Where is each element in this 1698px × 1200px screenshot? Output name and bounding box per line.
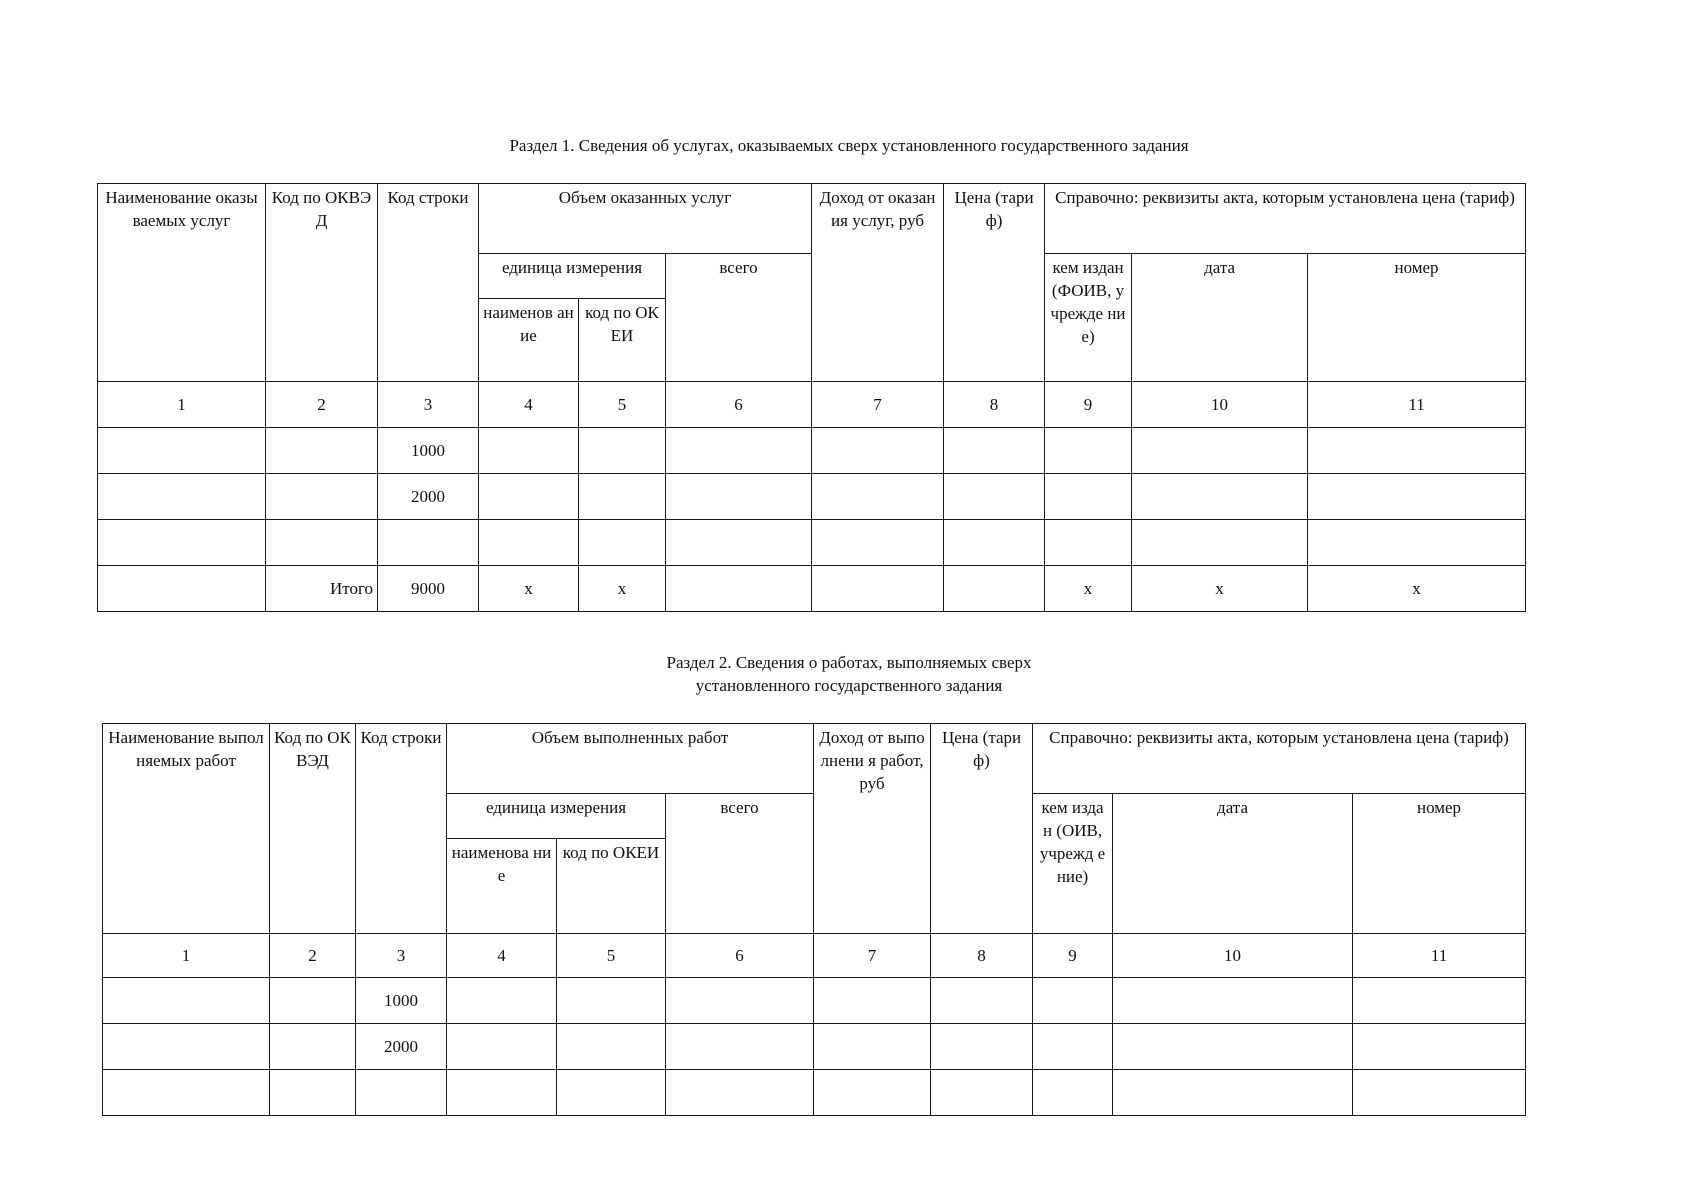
cell: x bbox=[579, 566, 666, 612]
cell bbox=[666, 1024, 814, 1070]
cell: x bbox=[479, 566, 579, 612]
cell: 2000 bbox=[356, 1024, 447, 1070]
total-label: Итого bbox=[266, 566, 378, 612]
cell: x bbox=[1132, 566, 1308, 612]
cell bbox=[479, 520, 579, 566]
cell bbox=[812, 474, 944, 520]
header-total: всего bbox=[666, 794, 814, 934]
cell bbox=[270, 1024, 356, 1070]
cell bbox=[98, 566, 266, 612]
header-price: Цена (тариф) bbox=[931, 724, 1033, 934]
cell bbox=[557, 978, 666, 1024]
header-number: номер bbox=[1308, 254, 1526, 382]
cell bbox=[447, 1024, 557, 1070]
header-work-name: Наименование выполняемых работ bbox=[103, 724, 270, 934]
column-number: 10 bbox=[1113, 934, 1353, 978]
cell bbox=[1132, 428, 1308, 474]
cell bbox=[1113, 1024, 1353, 1070]
cell bbox=[931, 1070, 1033, 1116]
header-total: всего bbox=[666, 254, 812, 382]
cell bbox=[479, 428, 579, 474]
header-issued-by: кем издан (ФОИВ, учрежде ние) bbox=[1045, 254, 1132, 382]
cell bbox=[931, 1024, 1033, 1070]
cell bbox=[1132, 520, 1308, 566]
cell bbox=[98, 520, 266, 566]
column-number: 11 bbox=[1308, 382, 1526, 428]
header-okved: Код по ОКВЭД bbox=[270, 724, 356, 934]
cell: x bbox=[1045, 566, 1132, 612]
table-row bbox=[103, 978, 1526, 1024]
column-number: 5 bbox=[579, 382, 666, 428]
header-service-name: Наименование оказываемых услуг bbox=[98, 184, 266, 382]
column-number: 7 bbox=[812, 382, 944, 428]
cell bbox=[666, 1070, 814, 1116]
column-number: 6 bbox=[666, 934, 814, 978]
column-number: 9 bbox=[1033, 934, 1113, 978]
section2-title-line2: установленного государственного задания bbox=[695, 676, 1003, 695]
cell: 9000 bbox=[378, 566, 479, 612]
section1-title: Раздел 1. Сведения об услугах, оказываемых сверх установленного государственного задания bbox=[509, 136, 1189, 155]
cell bbox=[266, 520, 378, 566]
column-number: 3 bbox=[378, 382, 479, 428]
header-unit-okei: код по ОКЕИ bbox=[557, 839, 666, 934]
cell bbox=[666, 428, 812, 474]
column-number: 8 bbox=[944, 382, 1045, 428]
cell bbox=[1033, 1070, 1113, 1116]
column-number: 11 bbox=[1353, 934, 1526, 978]
header-number: номер bbox=[1353, 794, 1526, 934]
header-date: дата bbox=[1113, 794, 1353, 934]
cell bbox=[1308, 474, 1526, 520]
header-income: Доход от оказания услуг, руб bbox=[812, 184, 944, 382]
header-reference: Справочно: реквизиты акта, которым установлена цена (тариф) bbox=[1033, 724, 1526, 794]
column-number: 8 bbox=[931, 934, 1033, 978]
cell bbox=[579, 520, 666, 566]
header-unit-name: наименова ние bbox=[447, 839, 557, 934]
cell bbox=[1353, 978, 1526, 1024]
cell bbox=[1045, 520, 1132, 566]
table-row bbox=[98, 520, 1526, 566]
column-number: 5 bbox=[557, 934, 666, 978]
cell bbox=[579, 474, 666, 520]
cell bbox=[557, 1024, 666, 1070]
cell bbox=[447, 978, 557, 1024]
cell bbox=[103, 1024, 270, 1070]
header-income: Доход от выполнени я работ, руб bbox=[814, 724, 931, 934]
cell bbox=[814, 1070, 931, 1116]
cell bbox=[814, 978, 931, 1024]
table-row bbox=[98, 474, 1526, 520]
column-number: 1 bbox=[103, 934, 270, 978]
cell bbox=[666, 474, 812, 520]
cell bbox=[814, 1024, 931, 1070]
cell bbox=[1132, 474, 1308, 520]
cell bbox=[1113, 978, 1353, 1024]
header-issued-by: кем издан (ОИВ, учрежд ение) bbox=[1033, 794, 1113, 934]
cell bbox=[931, 978, 1033, 1024]
section1-table bbox=[97, 183, 1526, 612]
cell bbox=[447, 1070, 557, 1116]
header-unit-name: наименов ание bbox=[479, 299, 579, 382]
cell bbox=[812, 428, 944, 474]
column-number: 6 bbox=[666, 382, 812, 428]
cell bbox=[1308, 520, 1526, 566]
cell bbox=[356, 1070, 447, 1116]
cell bbox=[944, 428, 1045, 474]
cell bbox=[666, 566, 812, 612]
cell bbox=[270, 978, 356, 1024]
cell bbox=[944, 474, 1045, 520]
section2-title-line1: Раздел 2. Сведения о работах, выполняемых сверх bbox=[666, 653, 1032, 672]
cell bbox=[103, 1070, 270, 1116]
header-row-code: Код строки bbox=[378, 184, 479, 382]
cell bbox=[98, 474, 266, 520]
cell bbox=[1045, 474, 1132, 520]
section2-title bbox=[0, 651, 1698, 697]
header-unit-okei: код по ОКЕИ bbox=[579, 299, 666, 382]
cell bbox=[1033, 1024, 1113, 1070]
cell: x bbox=[1308, 566, 1526, 612]
cell bbox=[378, 520, 479, 566]
cell bbox=[1113, 1070, 1353, 1116]
cell bbox=[666, 520, 812, 566]
cell bbox=[557, 1070, 666, 1116]
cell bbox=[812, 566, 944, 612]
header-unit: единица измерения bbox=[447, 794, 666, 839]
cell bbox=[1353, 1070, 1526, 1116]
cell bbox=[266, 474, 378, 520]
column-number: 4 bbox=[479, 382, 579, 428]
column-number: 7 bbox=[814, 934, 931, 978]
cell: 2000 bbox=[378, 474, 479, 520]
cell bbox=[944, 520, 1045, 566]
column-number: 3 bbox=[356, 934, 447, 978]
cell bbox=[1353, 1024, 1526, 1070]
cell bbox=[479, 474, 579, 520]
column-number: 4 bbox=[447, 934, 557, 978]
cell bbox=[579, 428, 666, 474]
table-row bbox=[103, 1024, 1526, 1070]
column-number: 10 bbox=[1132, 382, 1308, 428]
table-row bbox=[103, 1070, 1526, 1116]
cell bbox=[666, 978, 814, 1024]
header-price: Цена (тариф) bbox=[944, 184, 1045, 382]
header-volume: Объем выполненных работ bbox=[447, 724, 814, 794]
section2-table bbox=[102, 723, 1526, 1116]
cell bbox=[1308, 428, 1526, 474]
cell bbox=[98, 428, 266, 474]
cell bbox=[812, 520, 944, 566]
cell bbox=[1045, 428, 1132, 474]
header-reference: Справочно: реквизиты акта, которым установлена цена (тариф) bbox=[1045, 184, 1526, 254]
header-okved: Код по ОКВЭД bbox=[266, 184, 378, 382]
header-date: дата bbox=[1132, 254, 1308, 382]
column-number: 1 bbox=[98, 382, 266, 428]
total-row bbox=[98, 566, 1526, 612]
column-number: 9 bbox=[1045, 382, 1132, 428]
cell bbox=[270, 1070, 356, 1116]
header-row-code: Код строки bbox=[356, 724, 447, 934]
column-number: 2 bbox=[266, 382, 378, 428]
header-unit: единица измерения bbox=[479, 254, 666, 299]
cell bbox=[103, 978, 270, 1024]
cell bbox=[266, 428, 378, 474]
cell bbox=[944, 566, 1045, 612]
column-number: 2 bbox=[270, 934, 356, 978]
cell: 1000 bbox=[378, 428, 479, 474]
header-volume: Объем оказанных услуг bbox=[479, 184, 812, 254]
table-row bbox=[98, 428, 1526, 474]
cell: 1000 bbox=[356, 978, 447, 1024]
cell bbox=[1033, 978, 1113, 1024]
